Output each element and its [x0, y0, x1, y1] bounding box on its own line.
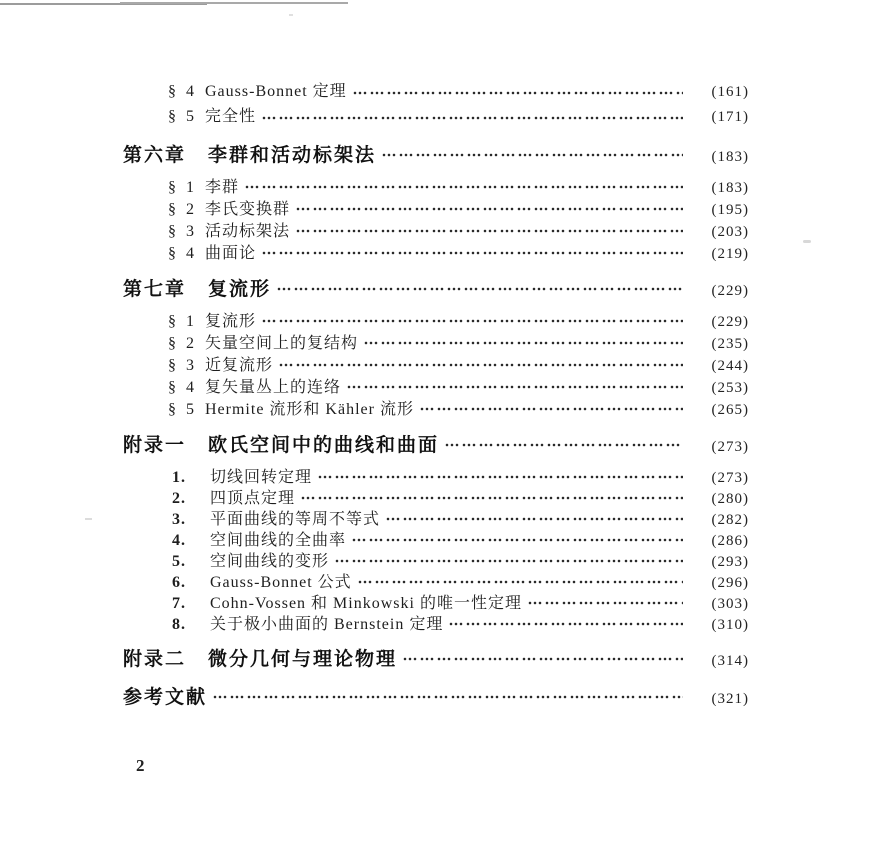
entry-page-number: (303): [711, 596, 749, 612]
dot-leader: [528, 597, 683, 609]
entry-page-number: (183): [711, 180, 749, 196]
table-of-contents: [123, 78, 749, 716]
entry-page-number: (244): [711, 358, 749, 374]
entry-title: 曲面论: [205, 245, 257, 262]
dot-leader: [382, 149, 683, 161]
scan-speck: [803, 240, 811, 243]
toc-entry: [123, 308, 749, 330]
entry-label: § 1: [168, 313, 197, 330]
entry-page-number: (314): [711, 653, 749, 669]
entry-title: Cohn-Vossen 和 Minkowski 的唯一性定理: [210, 595, 522, 612]
chapter-title: 李群和活动标架法: [208, 145, 377, 166]
entry-page-number: (293): [711, 554, 749, 570]
entry-label: 6.: [172, 574, 186, 591]
entry-label: § 4: [168, 83, 197, 100]
entry-page-number: (321): [711, 691, 749, 707]
entry-title: 空间曲线的变形: [210, 553, 330, 570]
chapter-title: 欧氏空间中的曲线和曲面: [208, 435, 440, 456]
dot-leader: [445, 439, 683, 451]
dot-leader: [318, 471, 683, 483]
dot-leader: [386, 513, 683, 525]
entry-label: 8.: [172, 616, 186, 633]
entry-page-number: (195): [711, 202, 749, 218]
dot-leader: [262, 247, 683, 259]
dot-leader: [277, 283, 683, 295]
dot-leader: [420, 403, 683, 415]
chapter-label: 第七章: [123, 279, 187, 300]
toc-entry: [123, 569, 749, 590]
dot-leader: [347, 381, 683, 393]
entry-label: 7.: [172, 595, 186, 612]
entry-page-number: (273): [711, 470, 749, 486]
toc-entry: [123, 506, 749, 527]
chapter-title: 复流形: [208, 279, 272, 300]
entry-label: 3.: [172, 511, 186, 528]
toc-entry: [123, 174, 749, 196]
dot-leader: [449, 618, 683, 630]
dot-leader: [213, 691, 683, 703]
chapter-label: 第六章: [123, 145, 187, 166]
entry-page-number: (253): [711, 380, 749, 396]
dot-leader: [296, 203, 683, 215]
entry-page-number: (296): [711, 575, 749, 591]
dot-leader: [358, 576, 683, 588]
toc-entry: [123, 374, 749, 396]
entry-label: § 2: [168, 201, 197, 218]
entry-label: 1.: [172, 469, 186, 486]
entry-page-number: (265): [711, 402, 749, 418]
toc-entry: [123, 78, 749, 103]
toc-entry: [123, 590, 749, 611]
toc-entry: [123, 218, 749, 240]
entry-label: § 2: [168, 335, 197, 352]
toc-chapter-entry: [123, 644, 749, 670]
entry-label: § 5: [168, 401, 197, 418]
entry-title: Gauss-Bonnet 定理: [205, 83, 347, 100]
entry-label: § 1: [168, 179, 197, 196]
entry-page-number: (229): [711, 283, 749, 299]
entry-label: § 3: [168, 357, 197, 374]
toc-entry: [123, 548, 749, 569]
entry-page-number: (229): [711, 314, 749, 330]
dot-leader: [262, 315, 683, 327]
dot-leader: [403, 653, 683, 665]
scan-speck: [85, 518, 92, 520]
entry-title: 复矢量丛上的连络: [205, 379, 342, 396]
entry-label: § 4: [168, 379, 197, 396]
entry-page-number: (235): [711, 336, 749, 352]
entry-label: 2.: [172, 490, 186, 507]
entry-page-number: (219): [711, 246, 749, 262]
entry-title: 李群: [205, 179, 240, 196]
page-number: 2: [136, 756, 145, 775]
entry-label: 5.: [172, 553, 186, 570]
dot-leader: [296, 225, 683, 237]
toc-entry: [123, 527, 749, 548]
chapter-label: 附录二: [123, 649, 187, 670]
entry-label: § 5: [168, 108, 197, 125]
entry-title: 复流形: [205, 313, 257, 330]
entry-title: 四顶点定理: [210, 490, 296, 507]
entry-title: 近复流形: [205, 357, 274, 374]
dot-leader: [301, 492, 683, 504]
toc-entry: [123, 611, 749, 632]
toc-entry: [123, 196, 749, 218]
entry-title: 切线回转定理: [210, 469, 313, 486]
entry-title: Gauss-Bonnet 公式: [210, 574, 352, 591]
toc-entry: [123, 352, 749, 374]
chapter-label: 附录一: [123, 435, 187, 456]
scan-speck: [289, 14, 293, 16]
entry-label: § 3: [168, 223, 197, 240]
toc-entry: [123, 240, 749, 262]
toc-chapter-entry: [123, 682, 749, 708]
entry-page-number: (282): [711, 512, 749, 528]
entry-title: 空间曲线的全曲率: [210, 532, 347, 549]
entry-title: 完全性: [205, 108, 257, 125]
entry-page-number: (203): [711, 224, 749, 240]
toc-entry: [123, 396, 749, 418]
entry-page-number: (310): [711, 617, 749, 633]
entry-label: § 4: [168, 245, 197, 262]
entry-title: Hermite 流形和 Kähler 流形: [205, 401, 414, 418]
entry-title: 李氏变换群: [205, 201, 291, 218]
toc-entry: [123, 330, 749, 352]
dot-leader: [245, 181, 683, 193]
toc-entry: [123, 103, 749, 128]
chapter-title: 微分几何与理论物理: [208, 649, 398, 670]
dot-leader: [262, 112, 683, 124]
scan-artifact-line: [120, 2, 348, 4]
toc-chapter-entry: [123, 274, 749, 300]
entry-page-number: (171): [711, 109, 749, 125]
entry-page-number: (161): [711, 84, 749, 100]
toc-entry: [123, 485, 749, 506]
entry-title: 矢量空间上的复结构: [205, 335, 359, 352]
dot-leader: [279, 359, 683, 371]
dot-leader: [352, 534, 683, 546]
dot-leader: [335, 555, 683, 567]
chapter-label: 参考文献: [123, 687, 208, 708]
entry-page-number: (286): [711, 533, 749, 549]
dot-leader: [364, 337, 683, 349]
entry-title: 关于极小曲面的 Bernstein 定理: [210, 616, 444, 633]
toc-entry: [123, 464, 749, 485]
toc-chapter-entry: [123, 430, 749, 456]
toc-chapter-entry: [123, 140, 749, 166]
entry-page-number: (183): [711, 149, 749, 165]
entry-label: 4.: [172, 532, 186, 549]
entry-title: 活动标架法: [205, 223, 291, 240]
entry-page-number: (280): [711, 491, 749, 507]
entry-title: 平面曲线的等周不等式: [210, 511, 381, 528]
dot-leader: [353, 87, 683, 99]
entry-page-number: (273): [711, 439, 749, 455]
